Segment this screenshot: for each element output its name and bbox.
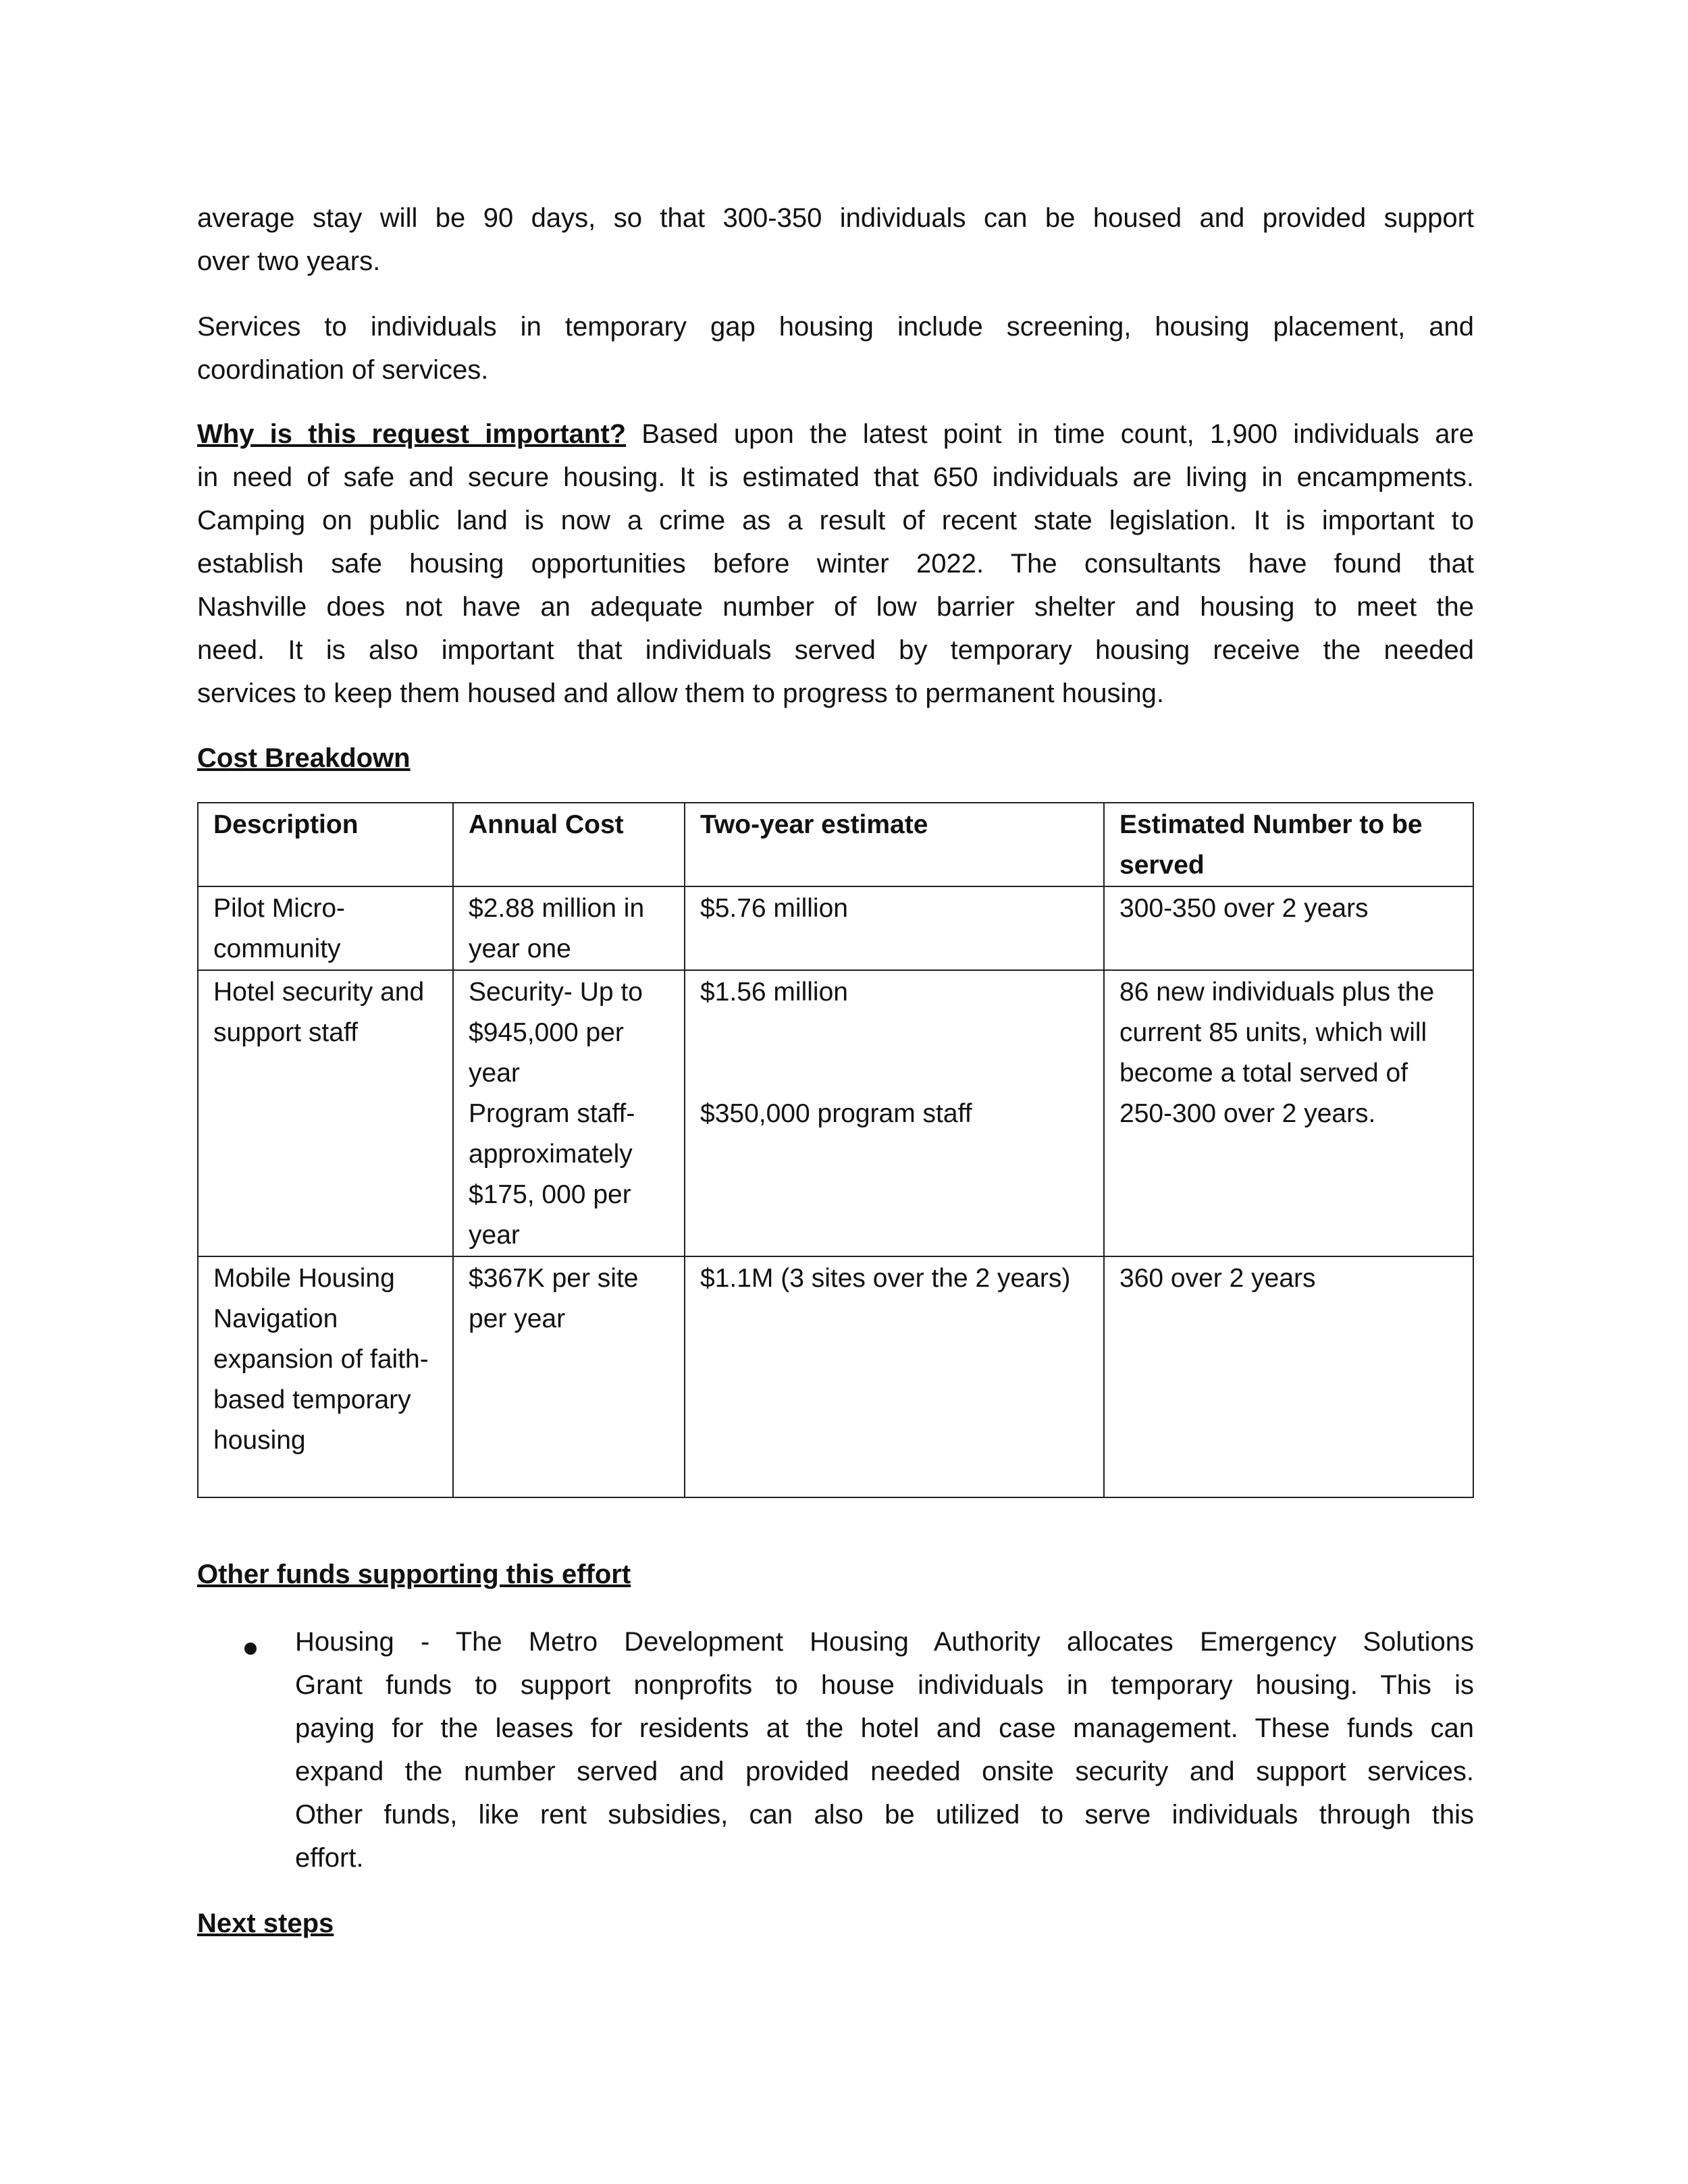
- table-cell: $1.1M (3 sites over the 2 years): [685, 1256, 1104, 1497]
- table-row: [198, 970, 1473, 1256]
- table-cell: Pilot Micro-community: [198, 886, 453, 970]
- table-cell: $1.56 million $350,000 program staff: [685, 970, 1104, 1256]
- text-line: establish safe housing opportunities before winter 2022. The consultants have found that: [197, 549, 1474, 579]
- text-line: Grant funds to support nonprofits to house individuals in temporary housing. This is: [295, 1670, 1474, 1700]
- text-line: in need of safe and secure housing. It is estimated that 650 individuals are living in encampments.: [197, 462, 1474, 492]
- text-line: coordination of services.: [197, 355, 489, 385]
- text-run: Based upon the latest point in time count, 1,900 individuals are: [626, 419, 1475, 449]
- text-line: services to keep them housed and allow them to progress to permanent housing.: [197, 678, 1164, 708]
- table-cell: $2.88 million in year one: [453, 886, 685, 970]
- cost-breakdown-heading: Cost Breakdown: [197, 743, 411, 773]
- bullet-housing: [295, 1620, 1474, 1880]
- table-cell: Mobile Housing Navigation expansion of faith-based temporary housing: [198, 1256, 453, 1497]
- table-header-row: [198, 803, 1473, 886]
- table-cell: 360 over 2 years: [1104, 1256, 1473, 1497]
- table-cell: Security- Up to $945,000 per year Program staff- approximately $175, 000 per year: [453, 970, 685, 1256]
- text-line: Nashville does not have an adequate number of low barrier shelter and housing to meet the: [197, 592, 1474, 622]
- table-row: [198, 1256, 1473, 1497]
- paragraph-why-important: [197, 412, 1474, 715]
- table-cell: 300-350 over 2 years: [1104, 886, 1473, 970]
- paragraph-services: [197, 305, 1474, 392]
- text-line: Housing - The Metro Development Housing Authority allocates Emergency Solutions: [295, 1627, 1474, 1657]
- text-line: paying for the leases for residents at the hotel and case management. These funds can: [295, 1713, 1474, 1743]
- text-line: Services to individuals in temporary gap housing include screening, housing placement, and: [197, 312, 1474, 342]
- column-header: Annual Cost: [453, 803, 685, 886]
- text-line: need. It is also important that individuals served by temporary housing receive the needed: [197, 635, 1474, 665]
- table-cell: 86 new individuals plus the current 85 units, which will become a total served of 250-300 over 2 years.: [1104, 970, 1473, 1256]
- other-funds-heading: Other funds supporting this effort: [197, 1560, 631, 1589]
- why-important-lead: Why is this request important?: [197, 419, 627, 449]
- next-steps-heading: Next steps: [197, 1909, 334, 1938]
- text-line: expand the number served and provided needed onsite security and support services.: [295, 1757, 1474, 1786]
- cost-breakdown-table: [197, 802, 1474, 1498]
- column-header: Two-year estimate: [685, 803, 1104, 886]
- table-cell: $367K per site per year: [453, 1256, 685, 1497]
- paragraph-average-stay: [197, 196, 1474, 283]
- table-cell: Hotel security and support staff: [198, 970, 453, 1256]
- text-line: over two years.: [197, 246, 381, 276]
- text-line: Camping on public land is now a crime as a result of recent state legislation. It is important to: [197, 506, 1474, 535]
- text-line: Other funds, like rent subsidies, can also be utilized to serve individuals through this: [295, 1800, 1474, 1830]
- column-header: Estimated Number to be served: [1104, 803, 1473, 886]
- column-header: Description: [198, 803, 453, 886]
- table-cell: $5.76 million: [685, 886, 1104, 970]
- bullet-icon: [244, 1643, 257, 1655]
- table-row: [198, 886, 1473, 970]
- text-line: average stay will be 90 days, so that 300-350 individuals can be housed and provided support: [197, 203, 1474, 233]
- text-line: [197, 412, 1474, 456]
- text-line: effort.: [295, 1843, 364, 1873]
